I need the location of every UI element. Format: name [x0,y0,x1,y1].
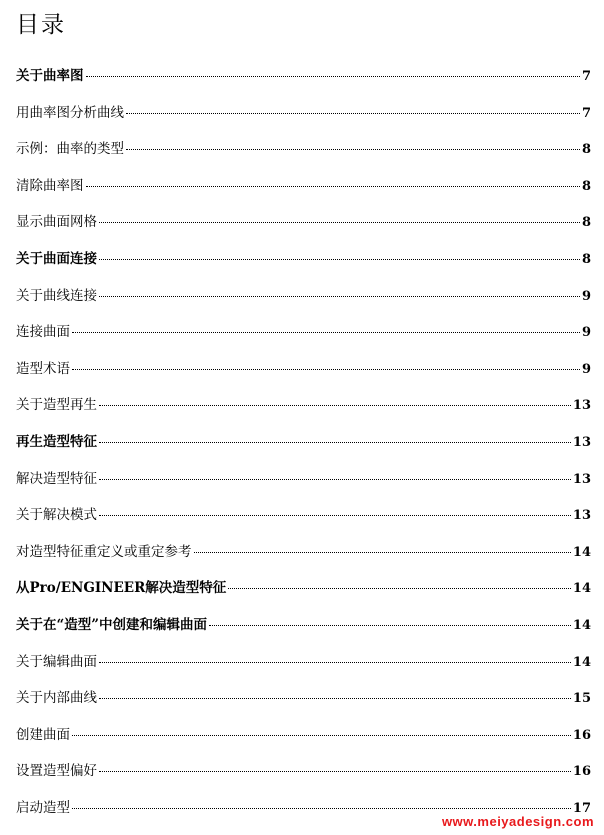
toc-entry-page-number: 8 [581,251,591,267]
toc-entry[interactable] [16,174,591,211]
toc-entry[interactable] [16,613,591,650]
dot-leader [209,625,571,626]
dot-leader [99,515,571,516]
toc-entry[interactable] [16,210,591,247]
toc-entry-label: 启动造型 [16,799,70,816]
dot-leader [99,405,571,406]
dot-leader [99,479,571,480]
dot-leader [126,149,580,150]
dot-leader [72,369,580,370]
toc-entry-page-number: 9 [581,288,591,304]
toc-entry-label: 显示曲面网格 [16,214,97,231]
toc-entry[interactable] [16,64,591,101]
toc-entry-label: 连接曲面 [16,324,70,341]
dot-leader [99,662,571,663]
toc-entry[interactable] [16,576,591,613]
toc-entry-label: 造型术语 [16,360,70,377]
toc-entry[interactable] [16,503,591,540]
toc-entry-label: 用曲率图分析曲线 [16,104,124,121]
toc-entry[interactable] [16,650,591,687]
toc-entry-page-number: 16 [572,727,591,743]
toc-entry-label: 关于造型再生 [16,397,97,414]
toc-entry-page-number: 14 [572,617,591,633]
toc-entry-page-number: 16 [572,764,591,780]
toc-list [16,64,591,832]
dot-leader [126,113,580,114]
toc-entry-label: 关于曲率图 [16,68,84,84]
toc-entry-page-number: 8 [581,215,591,231]
toc-entry-label: 清除曲率图 [16,177,84,194]
toc-entry[interactable] [16,467,591,504]
toc-entry-page-number: 7 [581,69,591,84]
toc-entry[interactable] [16,393,591,430]
toc-entry-label: 关于在“造型”中创建和编辑曲面 [16,616,208,633]
toc-entry-page-number: 13 [572,471,591,487]
toc-entry-label: 关于曲线连接 [16,287,97,304]
toc-entry-page-number: 9 [581,361,591,377]
toc-entry[interactable] [16,686,591,723]
toc-entry-page-number: 14 [572,654,591,670]
toc-entry[interactable] [16,759,591,796]
toc-entry-page-number: 7 [581,105,591,121]
toc-entry[interactable] [16,723,591,760]
toc-entry-page-number: 13 [572,508,591,524]
toc-entry-page-number: 13 [572,434,591,450]
toc-entry-label: 从Pro/ENGINEER解决造型特征 [16,580,227,597]
dot-leader [99,442,571,443]
toc-entry-label: 解决造型特征 [16,470,97,487]
toc-entry[interactable] [16,137,591,174]
dot-leader [72,332,580,333]
toc-entry[interactable] [16,101,591,138]
toc-entry-label: 再生造型特征 [16,433,97,450]
dot-leader [99,222,580,223]
toc-entry-page-number: 8 [581,178,591,194]
dot-leader [99,698,571,699]
toc-entry[interactable] [16,357,591,394]
toc-entry-label: 关于编辑曲面 [16,653,97,670]
toc-entry-label: 关于内部曲线 [16,690,97,707]
toc-entry[interactable] [16,540,591,577]
dot-leader [86,186,580,187]
dot-leader [99,771,571,772]
toc-entry[interactable] [16,430,591,467]
toc-title: 目录 [16,12,66,38]
toc-entry-label: 关于解决模式 [16,507,97,524]
toc-entry-page-number: 13 [572,398,591,414]
toc-entry-label: 关于曲面连接 [16,250,97,267]
toc-entry-label: 创建曲面 [16,726,70,743]
toc-entry-label: 对造型特征重定义或重定参考 [16,543,192,560]
toc-entry-page-number: 9 [581,325,591,341]
dot-leader [228,588,571,589]
toc-entry-page-number: 14 [572,581,591,597]
dot-leader [86,76,580,77]
toc-entry[interactable] [16,320,591,357]
toc-entry-label: 示例：曲率的类型 [16,141,124,158]
toc-entry[interactable] [16,284,591,321]
dot-leader [99,259,580,260]
dot-leader [99,296,580,297]
dot-leader [72,808,571,809]
toc-entry-page-number: 17 [572,800,591,816]
toc-entry-page-number: 14 [572,544,591,560]
watermark: www.meiyadesign.com [441,814,594,829]
dot-leader [194,552,571,553]
toc-entry-label: 设置造型偏好 [16,763,97,780]
toc-entry-page-number: 8 [581,142,591,158]
toc-entry-page-number: 15 [572,691,591,707]
toc-entry[interactable] [16,247,591,284]
dot-leader [72,735,571,736]
